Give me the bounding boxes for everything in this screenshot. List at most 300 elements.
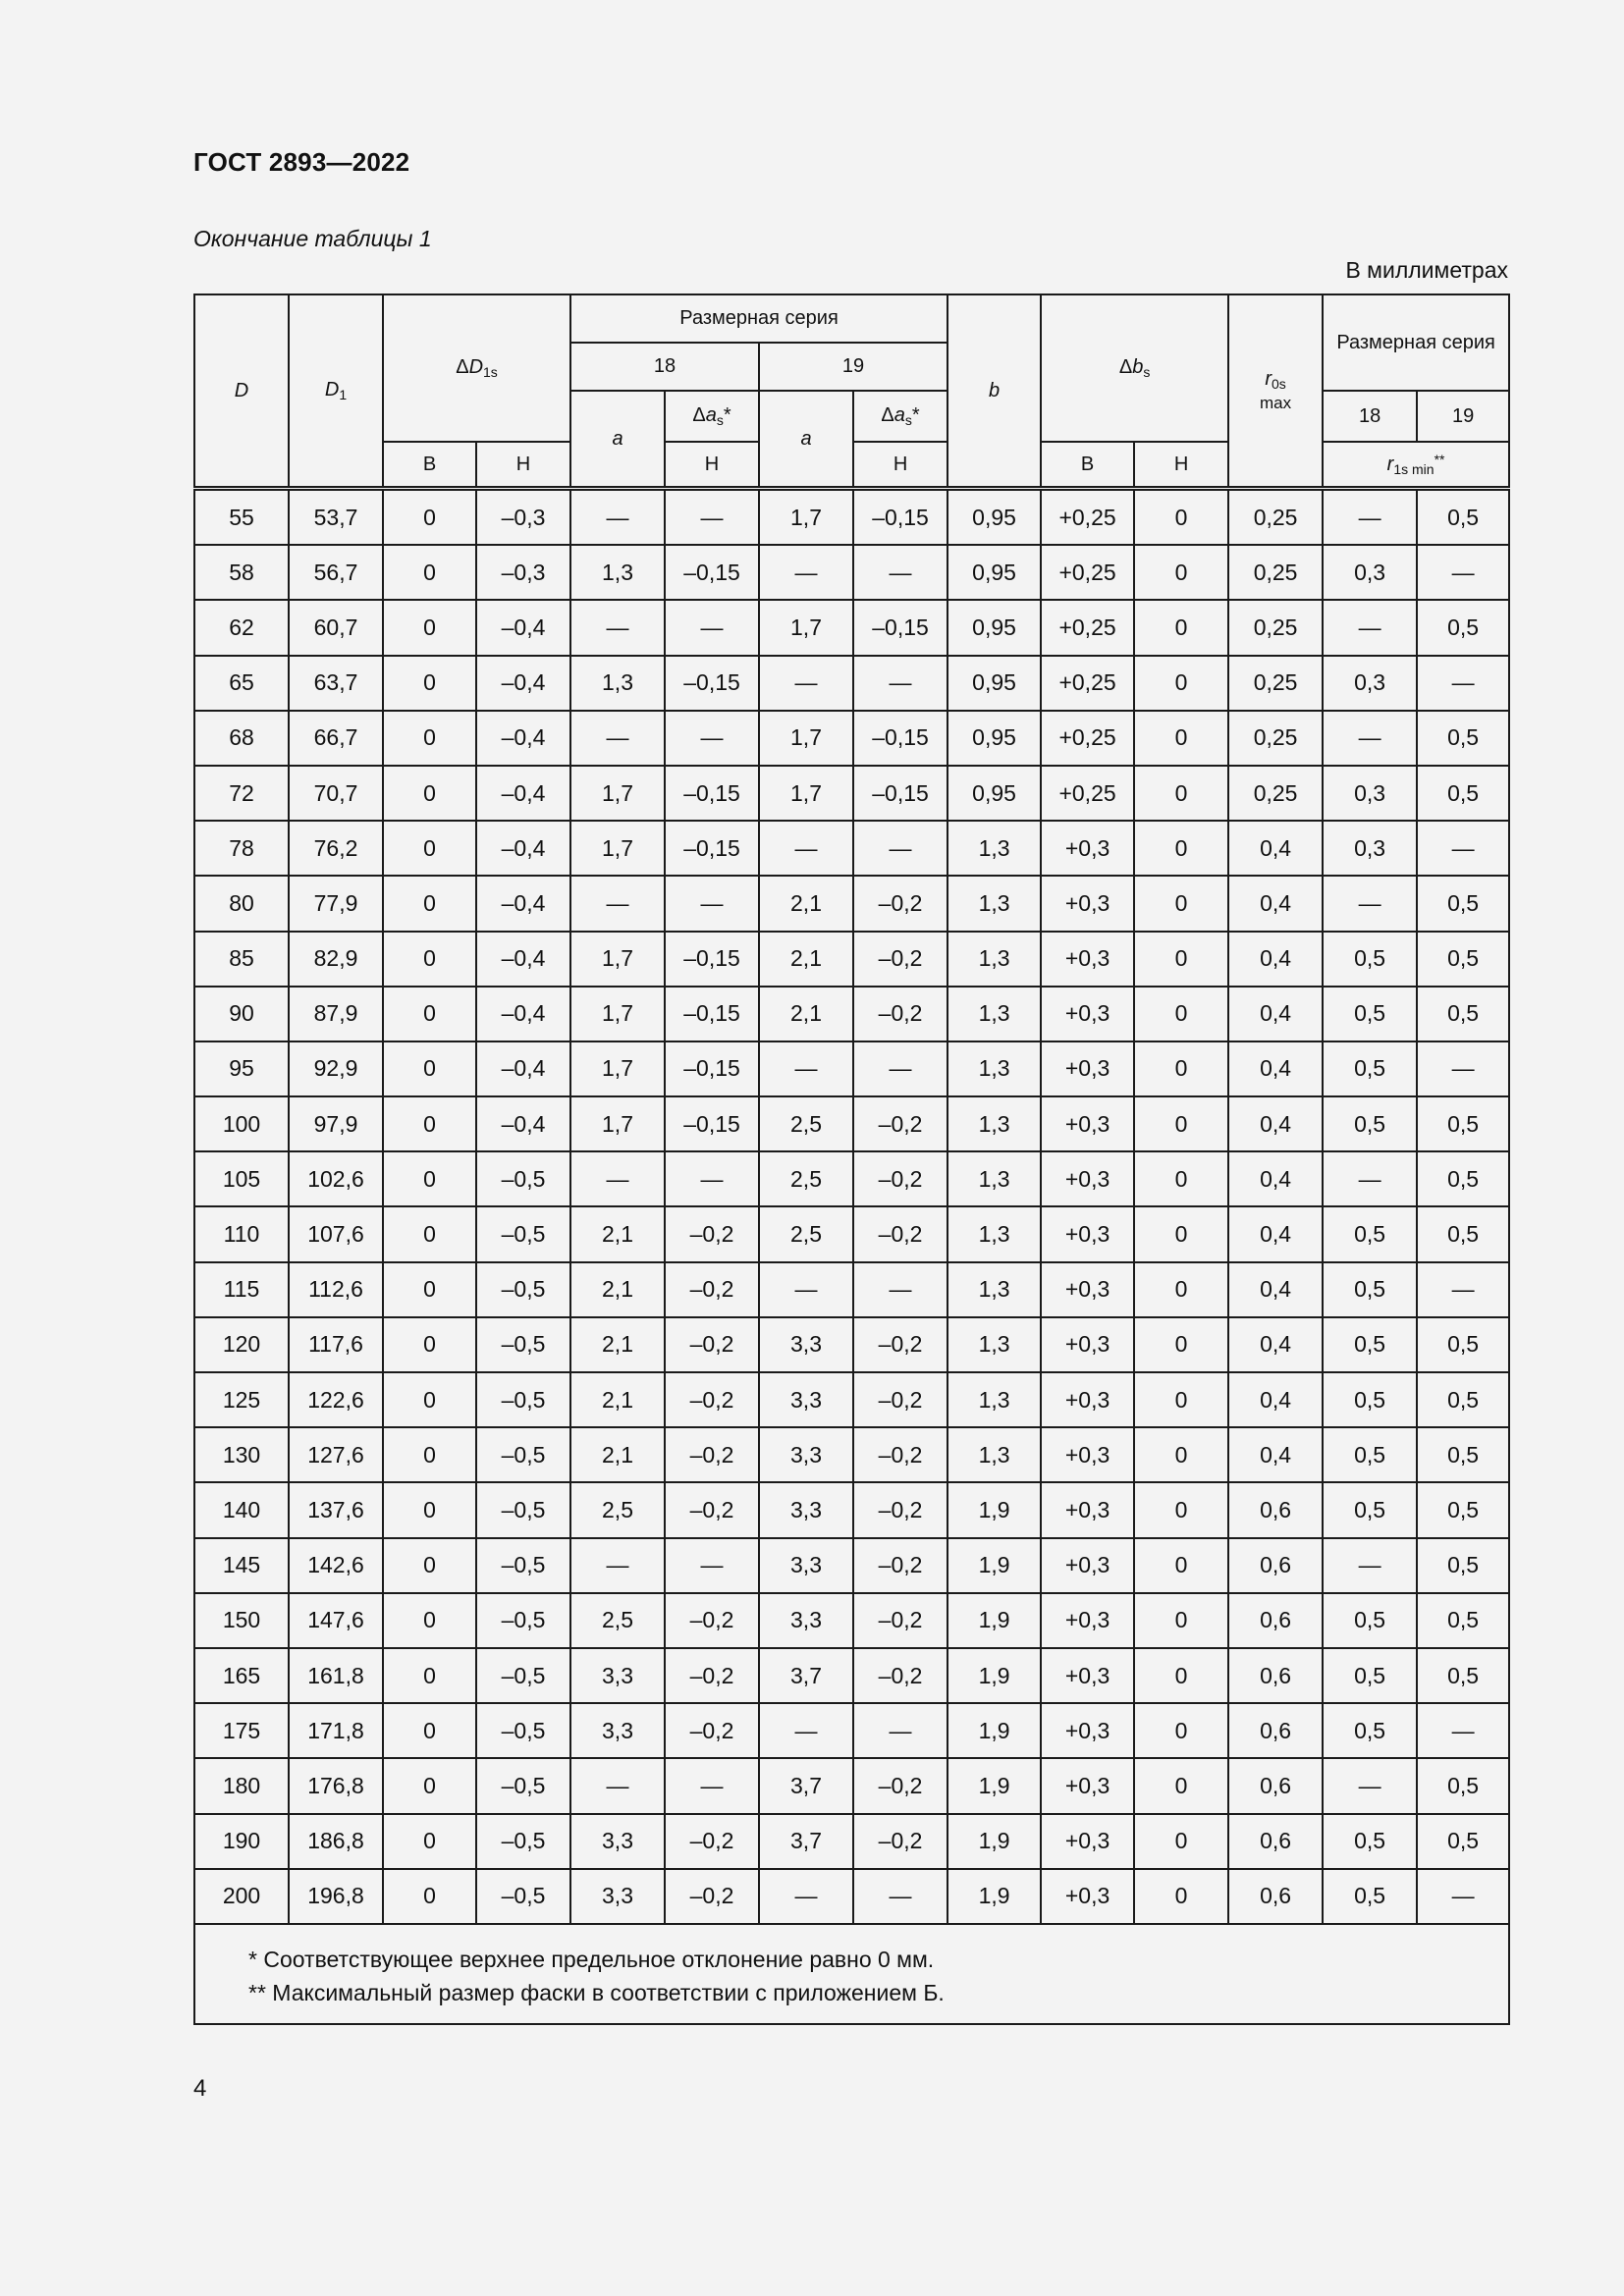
table-cell: 0,4 [1228, 1372, 1323, 1427]
table-cell: 0 [383, 1482, 476, 1537]
table-cell: 0,5 [1417, 1151, 1509, 1206]
table-cell: 0,95 [947, 711, 1041, 766]
header-delta-bs: $\Delta b_s$ [1041, 294, 1228, 442]
table-cell: — [1417, 1041, 1509, 1096]
table-cell: –0,2 [853, 1151, 947, 1206]
table-cell: –0,2 [853, 932, 947, 987]
table-cell: –0,4 [476, 600, 570, 655]
table-cell: 2,5 [570, 1593, 665, 1648]
table-cell: 142,6 [289, 1538, 383, 1593]
table-cell: –0,2 [853, 1096, 947, 1151]
table-cell: — [853, 656, 947, 711]
table-cell: 1,3 [947, 1096, 1041, 1151]
header-d1s-upper: В [383, 442, 476, 489]
table-cell: –0,2 [853, 1317, 947, 1372]
table-cell: 95 [194, 1041, 289, 1096]
table-cell: 165 [194, 1648, 289, 1703]
table-cell: 0 [383, 656, 476, 711]
table-cell: 1,3 [947, 1206, 1041, 1261]
table-cell: –0,2 [853, 1648, 947, 1703]
table-cell: 1,3 [570, 545, 665, 600]
table-cell: 0 [383, 1593, 476, 1648]
table-cell: 92,9 [289, 1041, 383, 1096]
table-cell: 0 [1134, 1151, 1228, 1206]
table-cell: — [665, 1538, 759, 1593]
table-cell: –0,4 [476, 656, 570, 711]
table-cell: 0,5 [1323, 1593, 1417, 1648]
table-cell: 200 [194, 1869, 289, 1924]
table-cell: –0,15 [853, 600, 947, 655]
header-r1s-min: $r_{1s min}^{**}$ [1323, 442, 1509, 489]
table-cell: 0,5 [1417, 876, 1509, 931]
table-cell: — [853, 1041, 947, 1096]
table-cell: — [759, 545, 853, 600]
table-cell: –0,2 [853, 1758, 947, 1813]
table-cell: –0,5 [476, 1648, 570, 1703]
table-cell: 0 [383, 1648, 476, 1703]
table-row [194, 1703, 1509, 1758]
table-row [194, 1593, 1509, 1648]
table-cell: +0,25 [1041, 489, 1134, 546]
table-cell: 0,5 [1417, 1538, 1509, 1593]
table-row [194, 1317, 1509, 1372]
table-cell: –0,15 [665, 932, 759, 987]
table-cell: –0,2 [853, 1206, 947, 1261]
table-cell: 0 [383, 1758, 476, 1813]
table-cell: 1,3 [947, 1372, 1041, 1427]
table-cell: –0,2 [853, 1427, 947, 1482]
header-series-18: 18 [570, 343, 759, 391]
table-cell: 0,6 [1228, 1593, 1323, 1648]
table-cell: 0,4 [1228, 1041, 1323, 1096]
table-cell: 1,3 [570, 656, 665, 711]
table-cell: 2,5 [759, 1096, 853, 1151]
table-cell: –0,2 [665, 1482, 759, 1537]
table-cell: 0,5 [1417, 1206, 1509, 1261]
table-row [194, 545, 1509, 600]
table-cell: 115 [194, 1262, 289, 1317]
table-cell: 0,5 [1323, 1648, 1417, 1703]
table-cell: 125 [194, 1372, 289, 1427]
table-cell: +0,3 [1041, 1482, 1134, 1537]
table-cell: 0 [383, 1151, 476, 1206]
table-cell: 0,5 [1417, 932, 1509, 987]
table-cell: 1,7 [759, 711, 853, 766]
table-cell: –0,2 [853, 876, 947, 931]
table-cell: 107,6 [289, 1206, 383, 1261]
table-cell: 0 [383, 1703, 476, 1758]
table-cell: –0,2 [665, 1703, 759, 1758]
table-cell: 0,3 [1323, 821, 1417, 876]
table-cell: — [853, 1262, 947, 1317]
table-cell: 0,5 [1417, 1317, 1509, 1372]
table-cell: 0 [383, 1814, 476, 1869]
table-row [194, 1869, 1509, 1924]
header-size-series: Размерная серия [570, 294, 947, 343]
table-cell: 1,3 [947, 1317, 1041, 1372]
table-cell: 2,1 [759, 987, 853, 1041]
table-cell: +0,3 [1041, 1317, 1134, 1372]
table-cell: 2,1 [570, 1206, 665, 1261]
table-cell: –0,5 [476, 1703, 570, 1758]
table-cell: –0,5 [476, 1814, 570, 1869]
table-cell: –0,5 [476, 1482, 570, 1537]
table-cell: +0,3 [1041, 1372, 1134, 1427]
table-cell: 1,9 [947, 1758, 1041, 1813]
header-as18-lower: Н [665, 442, 759, 489]
table-cell: 0 [383, 987, 476, 1041]
table-cell: –0,2 [665, 1206, 759, 1261]
table-cell: 3,3 [759, 1372, 853, 1427]
table-cell: 0 [1134, 600, 1228, 655]
table-cell: –0,2 [853, 1593, 947, 1648]
table-cell: 2,5 [570, 1482, 665, 1537]
table-cell: 1,7 [570, 1096, 665, 1151]
table-cell: +0,3 [1041, 821, 1134, 876]
table-cell: 0,5 [1323, 1041, 1417, 1096]
table-cell: 1,9 [947, 1593, 1041, 1648]
table-cell: 1,7 [570, 766, 665, 821]
table-cell: 1,3 [947, 987, 1041, 1041]
header-d1s-lower: Н [476, 442, 570, 489]
table-cell: 2,1 [759, 876, 853, 931]
table-cell: 0,6 [1228, 1703, 1323, 1758]
table-cell: 0 [383, 766, 476, 821]
notes-cell [194, 1924, 1509, 2024]
table-cell: 0 [1134, 1869, 1228, 1924]
table-cell: 1,3 [947, 1151, 1041, 1206]
table-cell: 2,5 [759, 1151, 853, 1206]
table-row [194, 987, 1509, 1041]
table-cell: 0,95 [947, 766, 1041, 821]
table-cell: — [570, 1538, 665, 1593]
header-bs-upper: В [1041, 442, 1134, 489]
table-cell: –0,15 [665, 987, 759, 1041]
table-cell: –0,4 [476, 1096, 570, 1151]
table-cell: –0,15 [665, 766, 759, 821]
table-cell: — [570, 711, 665, 766]
table-cell: 0 [383, 1427, 476, 1482]
table-row [194, 600, 1509, 655]
table-cell: 0,5 [1323, 1096, 1417, 1151]
table-cell: 120 [194, 1317, 289, 1372]
table-cell: — [1417, 1869, 1509, 1924]
table-cell: –0,5 [476, 1151, 570, 1206]
header-as19-lower: Н [853, 442, 947, 489]
table-cell: 70,7 [289, 766, 383, 821]
table-cell: 3,7 [759, 1758, 853, 1813]
table-cell: +0,3 [1041, 1206, 1134, 1261]
table-cell: 190 [194, 1814, 289, 1869]
table-row [194, 1262, 1509, 1317]
table-row [194, 876, 1509, 931]
table-cell: –0,5 [476, 1538, 570, 1593]
table-cell: 0,25 [1228, 600, 1323, 655]
table-cell: –0,2 [853, 1372, 947, 1427]
table-cell: 3,3 [570, 1648, 665, 1703]
table-row [194, 1427, 1509, 1482]
table-cell: 1,9 [947, 1648, 1041, 1703]
table-row [194, 489, 1509, 546]
table-cell: 186,8 [289, 1814, 383, 1869]
table-cell: 1,7 [759, 489, 853, 546]
table-cell: 122,6 [289, 1372, 383, 1427]
table-cell: 3,3 [759, 1538, 853, 1593]
table-cell: 1,7 [570, 987, 665, 1041]
table-cell: 87,9 [289, 987, 383, 1041]
table-cell: –0,15 [665, 1041, 759, 1096]
table-cell: +0,3 [1041, 1096, 1134, 1151]
table-cell: –0,2 [853, 1538, 947, 1593]
table-cell: 2,1 [570, 1372, 665, 1427]
header-a-18: a [570, 391, 665, 489]
table-cell: 63,7 [289, 656, 383, 711]
table-cell: — [759, 821, 853, 876]
table-cell: 0,5 [1417, 1814, 1509, 1869]
table-cell: 2,1 [570, 1262, 665, 1317]
table-cell: 0 [383, 1317, 476, 1372]
table-cell: 0,6 [1228, 1814, 1323, 1869]
table-cell: 0 [1134, 766, 1228, 821]
table-cell: –0,2 [853, 1814, 947, 1869]
table-cell: 0 [383, 711, 476, 766]
table-cell: 0,6 [1228, 1758, 1323, 1813]
table-caption: Окончание таблицы 1 [193, 226, 432, 251]
table-cell: +0,25 [1041, 600, 1134, 655]
table-cell: — [759, 1703, 853, 1758]
table-cell: 53,7 [289, 489, 383, 546]
table-cell: — [1323, 1758, 1417, 1813]
table-cell: +0,3 [1041, 1262, 1134, 1317]
table-cell: 0 [1134, 1427, 1228, 1482]
table-cell: 0,4 [1228, 1317, 1323, 1372]
table-cell: — [1323, 711, 1417, 766]
table-cell: 171,8 [289, 1703, 383, 1758]
table-cell: — [665, 1151, 759, 1206]
table-row [194, 766, 1509, 821]
table-cell: 0,3 [1323, 545, 1417, 600]
table-cell: +0,3 [1041, 1427, 1134, 1482]
table-cell: 0,5 [1417, 766, 1509, 821]
table-cell: –0,5 [476, 1427, 570, 1482]
table-cell: –0,15 [665, 1096, 759, 1151]
table-cell: –0,4 [476, 876, 570, 931]
table-cell: 0,5 [1323, 1372, 1417, 1427]
table-cell: +0,3 [1041, 1151, 1134, 1206]
document-title: ГОСТ 2893—2022 [193, 147, 410, 177]
table-cell: 1,3 [947, 932, 1041, 987]
table-cell: 90 [194, 987, 289, 1041]
table-cell: 0,5 [1323, 1262, 1417, 1317]
table-cell: –0,3 [476, 489, 570, 546]
table-cell: –0,15 [665, 545, 759, 600]
table-cell: 0,95 [947, 656, 1041, 711]
table-cell: 1,7 [570, 1041, 665, 1096]
table-cell: 3,3 [570, 1869, 665, 1924]
table-cell: 2,5 [759, 1206, 853, 1261]
table-cell: — [665, 876, 759, 931]
table-cell: — [853, 821, 947, 876]
table-cell: 0 [1134, 489, 1228, 546]
header-d1: $D_1$ [289, 294, 383, 489]
table-row [194, 1648, 1509, 1703]
table-cell: 0,5 [1417, 600, 1509, 655]
table-cell: 0 [1134, 1538, 1228, 1593]
table-cell: 137,6 [289, 1482, 383, 1537]
table-cell: –0,4 [476, 711, 570, 766]
header-right-series-19: 19 [1417, 391, 1509, 442]
table-cell: 110 [194, 1206, 289, 1261]
table-cell: — [1323, 1151, 1417, 1206]
table-cell: 130 [194, 1427, 289, 1482]
table-cell: 100 [194, 1096, 289, 1151]
table-cell: 1,3 [947, 1262, 1041, 1317]
table-cell: — [665, 711, 759, 766]
table-cell: –0,5 [476, 1593, 570, 1648]
table-cell: 0 [383, 932, 476, 987]
table-cell: 0 [1134, 876, 1228, 931]
table-cell: 2,1 [570, 1317, 665, 1372]
table-cell: –0,5 [476, 1317, 570, 1372]
table-cell: +0,3 [1041, 987, 1134, 1041]
table-cell: 0 [383, 1041, 476, 1096]
table-cell: 0,5 [1323, 1703, 1417, 1758]
table-cell: 3,3 [759, 1482, 853, 1537]
table-cell: 1,3 [947, 876, 1041, 931]
table-cell: 0,5 [1323, 1869, 1417, 1924]
table-cell: 0,4 [1228, 987, 1323, 1041]
table-cell: 1,3 [947, 821, 1041, 876]
table-cell: 0 [1134, 1593, 1228, 1648]
table-cell: 0,5 [1417, 489, 1509, 546]
table-cell: –0,2 [665, 1317, 759, 1372]
table-cell: 0,4 [1228, 1206, 1323, 1261]
table-cell: 145 [194, 1538, 289, 1593]
table-cell: 0 [383, 1538, 476, 1593]
table-cell: 0 [1134, 1096, 1228, 1151]
table-cell: –0,15 [853, 711, 947, 766]
table-cell: — [1323, 600, 1417, 655]
table-cell: 0 [1134, 545, 1228, 600]
table-cell: 0,5 [1323, 1206, 1417, 1261]
table-row [194, 1206, 1509, 1261]
table-cell: 161,8 [289, 1648, 383, 1703]
table-cell: 0 [383, 1262, 476, 1317]
table-cell: +0,3 [1041, 1703, 1134, 1758]
table-cell: 0 [383, 1096, 476, 1151]
table-cell: — [1417, 545, 1509, 600]
table-cell: — [759, 1041, 853, 1096]
table-cell: 0,4 [1228, 1151, 1323, 1206]
table-cell: +0,25 [1041, 656, 1134, 711]
table-cell: — [1323, 876, 1417, 931]
header-delta-as-19: $\Delta a_s*$ [853, 391, 947, 442]
table-cell: –0,4 [476, 932, 570, 987]
table-cell: 1,9 [947, 1814, 1041, 1869]
header-d: D [194, 294, 289, 489]
table-cell: 112,6 [289, 1262, 383, 1317]
table-row [194, 656, 1509, 711]
table-cell: 140 [194, 1482, 289, 1537]
header-delta-as-18: $\Delta a_s*$ [665, 391, 759, 442]
table-cell: –0,5 [476, 1206, 570, 1261]
table-cell: — [759, 656, 853, 711]
header-size-series-right: Размерная серия [1323, 294, 1509, 391]
table-cell: 0,5 [1323, 1317, 1417, 1372]
table-cell: 102,6 [289, 1151, 383, 1206]
table-row [194, 711, 1509, 766]
table-row [194, 1538, 1509, 1593]
table-cell: –0,5 [476, 1372, 570, 1427]
table-row [194, 1814, 1509, 1869]
table-notes [194, 1924, 1509, 2024]
table-row [194, 1758, 1509, 1813]
table-cell: 0 [383, 600, 476, 655]
table-cell: 82,9 [289, 932, 383, 987]
table-cell: 0,5 [1323, 932, 1417, 987]
table-cell: +0,3 [1041, 1538, 1134, 1593]
table-cell: 117,6 [289, 1317, 383, 1372]
table-cell: — [570, 876, 665, 931]
table-cell: –0,4 [476, 821, 570, 876]
table-cell: — [759, 1869, 853, 1924]
table-cell: — [1417, 1703, 1509, 1758]
table-cell: — [1323, 1538, 1417, 1593]
table-cell: 3,3 [570, 1814, 665, 1869]
table-row [194, 1151, 1509, 1206]
table-row [194, 1482, 1509, 1537]
table-cell: 176,8 [289, 1758, 383, 1813]
table-cell: 1,7 [759, 766, 853, 821]
table-cell: 0 [383, 1206, 476, 1261]
table-cell: — [570, 600, 665, 655]
table-cell: 1,7 [570, 821, 665, 876]
note-single-star: * Соответствующее верхнее предельное отклонение равно 0 мм. [248, 1946, 935, 1972]
table-cell: — [665, 1758, 759, 1813]
table-cell: 72 [194, 766, 289, 821]
table-cell: 0,4 [1228, 1427, 1323, 1482]
table-cell: 0 [1134, 1372, 1228, 1427]
table-cell: 0,5 [1417, 1593, 1509, 1648]
table-cell: 0 [383, 821, 476, 876]
table-cell: 0,25 [1228, 766, 1323, 821]
table-cell: 0,4 [1228, 932, 1323, 987]
table-cell: — [853, 1703, 947, 1758]
header-right-series-18: 18 [1323, 391, 1417, 442]
table-body [194, 489, 1509, 1924]
table-cell: 56,7 [289, 545, 383, 600]
table-cell: –0,5 [476, 1758, 570, 1813]
table-cell: –0,5 [476, 1869, 570, 1924]
table-cell: 180 [194, 1758, 289, 1813]
table-cell: 0,6 [1228, 1648, 1323, 1703]
table-cell: 58 [194, 545, 289, 600]
table-cell: 0,3 [1323, 656, 1417, 711]
table-cell: –0,15 [665, 656, 759, 711]
table-cell: +0,25 [1041, 711, 1134, 766]
table-cell: +0,3 [1041, 1593, 1134, 1648]
table-cell: 1,3 [947, 1041, 1041, 1096]
table-cell: — [570, 489, 665, 546]
table-cell: 2,1 [570, 1427, 665, 1482]
note-double-star: ** Максимальный размер фаски в соответствии с приложением Б. [248, 1979, 945, 2005]
table-cell: 55 [194, 489, 289, 546]
table-cell: –0,2 [665, 1869, 759, 1924]
table-cell: — [665, 600, 759, 655]
table-cell: 3,3 [759, 1317, 853, 1372]
table-cell: 0,4 [1228, 876, 1323, 931]
table-cell: 0,4 [1228, 821, 1323, 876]
